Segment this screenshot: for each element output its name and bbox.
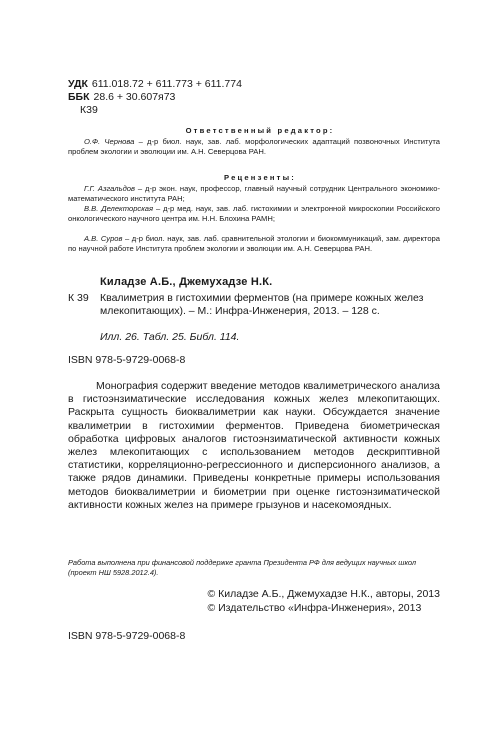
editor-entry [68,137,440,157]
udk-label: УДК [68,78,88,90]
author-mark: К39 [80,104,98,116]
catalog-code: К 39 [68,292,89,304]
copyright-authors: © Киладзе А.Б., Джемухадзе Н.К., авторы, 2013 [207,588,440,600]
reviewer-name: В.В. Делекторская [84,204,154,213]
editor-text: – д-р биол. наук, зав. лаб. морфологических адаптаций позвоночных Института проблем экологии и эволюции им. А.Н. Северцова РАН. [68,137,440,156]
reviewer-text: – д-р биол. наук, зав. лаб. сравнительной этологии и биокоммуникаций, зам. директора по научной работе Института проблем экологии и эволюции им. А.Н. Северцова РАН. [68,234,440,253]
reviewers-heading: Рецензенты: [224,173,296,182]
copyright-publisher: © Издательство «Инфра-Инженерия», 2013 [207,601,422,614]
catalog-extent: Илл. 26. Табл. 25. Библ. 114. [100,331,240,343]
editor-heading: Ответственный редактор: [185,126,335,135]
copyright-block [207,588,440,615]
reviewer-entry [68,234,440,254]
abstract-paragraph: Монография содержит введение методов квалиметрического анализа в гистоэнзиматические исследования кожных желез млекопитающих. Раскрыта сущность биоквалиметрии как науки. Обсуждается значение квалиметрии в гистохимии ферментов. Приведена биометрическая обработка цифровых аналогов гистоэнзиматической активности кожных желез млекопитающих с использованием методов дескриптивной статистики, корреляционно-регрессионного и дисперсионного анализов, а также рядов динамики. Приведены конкретные примеры использования методов биоквалиметрии и биометрии при оценке гистоэнзиматической активности кожных желез на примере грызунов и насекомоядных. [68,380,440,511]
reviewer-entry [68,184,440,204]
grant-note: Работа выполнена при финансовой поддержке гранта Президента РФ для ведущих научных школ (проект НШ 5928.2012.4). [68,558,417,577]
udk-value: 611.018.72 + 611.773 + 611.774 [91,78,242,90]
catalog-description: Квалиметрия в гистохимии ферментов (на примере кожных желез млекопитающих). – М.: Инфра-Инженерия, 2013. – 128 с. [100,292,424,317]
reviewer-text: – д-р мед. наук, зав. лаб. гистохимии и электронной микроскопии Российского онкологического научного центра им. Н.Н. Блохина РАМН; [68,204,440,223]
reviewer-entry [68,204,440,224]
bbk-label: ББК [68,91,90,103]
udk-line [68,78,242,90]
reviewer-text: – д-р экон. наук, профессор, главный научный сотрудник Центрального экономико-математического института РАН; [68,184,440,203]
catalog-authors: Киладзе А.Б., Джемухадзе Н.К. [100,276,273,288]
reviewer-name: А.В. Суров [84,234,123,243]
bbk-line [68,91,175,103]
editor-name: О.Ф. Чернова [84,137,135,146]
reviewer-name: Г.Г. Азгальдов [84,184,135,193]
bbk-value: 28.6 + 30.607я73 [93,91,176,103]
catalog-isbn: ISBN 978-5-9729-0068-8 [68,354,186,366]
bottom-isbn: ISBN 978-5-9729-0068-8 [68,630,186,642]
